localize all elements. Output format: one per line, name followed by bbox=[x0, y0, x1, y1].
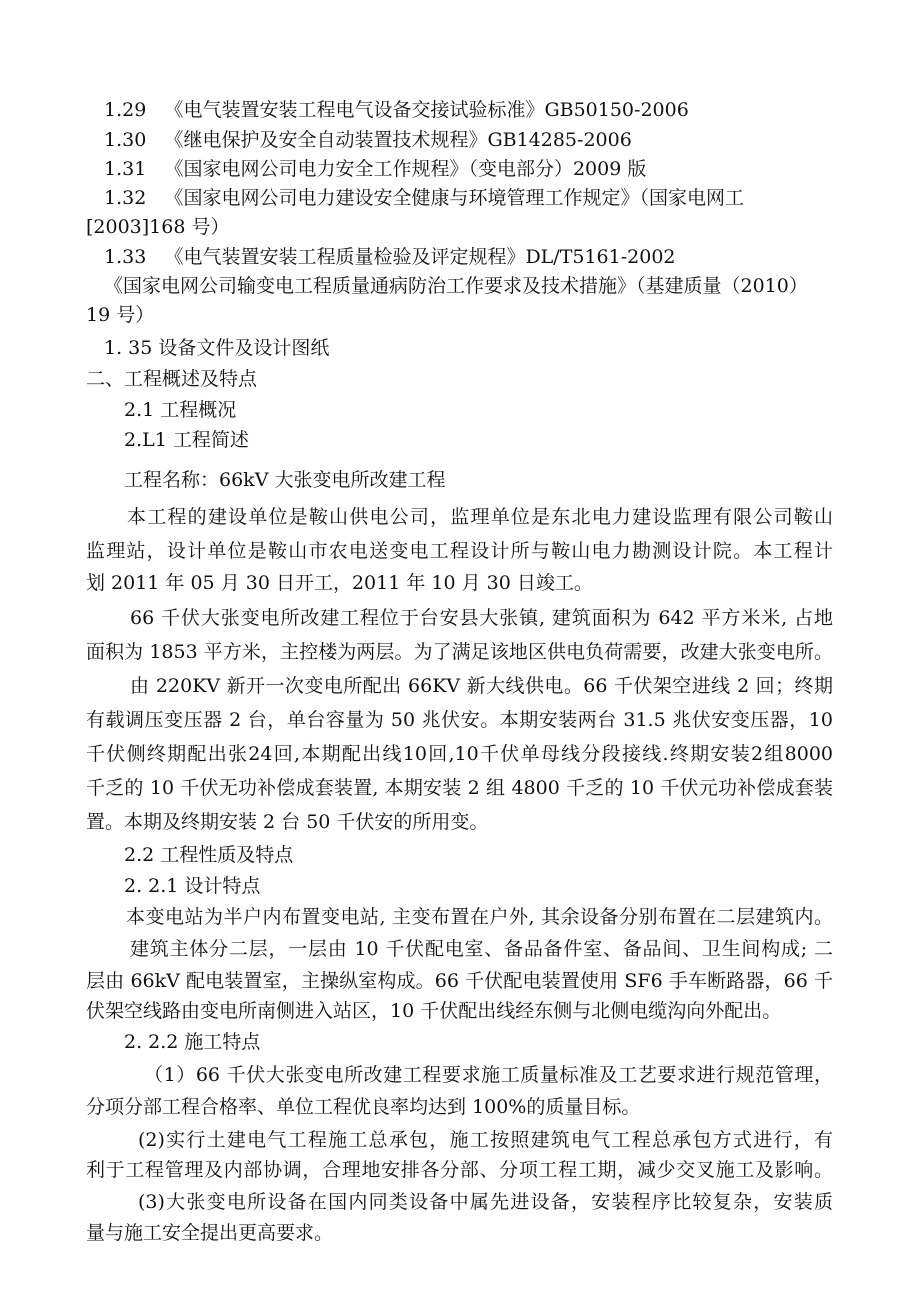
paragraph-line: 本工程的建设单位是鞍山供电公司，监理单位是东北电力建设监理有限公司鞍山 bbox=[127, 506, 833, 528]
reference-1-32-cont: [2003]168 号） bbox=[86, 216, 230, 238]
reference-1-30: 1.30 《继电保护及安全自动装置技术规程》GB14285-2006 bbox=[104, 129, 632, 151]
list-item: (2)实行土建电气工程施工总承包，施工按照建筑电气工程总承包方式进行，有 bbox=[138, 1129, 833, 1151]
subsection-heading: 2.L1 工程简述 bbox=[124, 429, 249, 451]
reference-1-32: 1.32 《国家电网公司电力建设安全健康与环境管理工作规定》（国家电网工 bbox=[104, 187, 744, 209]
paragraph-line: 有载调压变压器 2 台，单台容量为 50 兆伏安。本期安装两台 31.5 兆伏安变压器，10 bbox=[86, 709, 833, 731]
list-item-cont: 量与施工安全提出更高要求。 bbox=[86, 1222, 334, 1244]
subsection-heading: 2. 2.1 设计特点 bbox=[124, 875, 261, 897]
paragraph-line: 置。本期及终期安装 2 台 50 千伏安的所用变。 bbox=[86, 811, 489, 833]
project-name: 工程名称：66kV 大张变电所改建工程 bbox=[124, 469, 446, 491]
reference-1-31: 1.31 《国家电网公司电力安全工作规程》（变电部分）2009 版 bbox=[104, 158, 647, 180]
paragraph-line: 66 千伏大张变电所改建工程位于台安县大张镇, 建筑面积为 642 平方米米, 占地 bbox=[130, 607, 833, 629]
subsection-heading: 2. 2.2 施工特点 bbox=[124, 1031, 261, 1053]
list-item-cont: 利于工程管理及内部协调，合理地安排各分部、分项工程工期，减少交叉施工及影响。 bbox=[86, 1159, 833, 1181]
paragraph-line: 千乏的 10 千伏无功补偿成套装置, 本期安装 2 组 4800 千乏的 10 千伏元功补偿成套装 bbox=[86, 777, 833, 799]
subsection-heading: 2.2 工程性质及特点 bbox=[124, 844, 294, 866]
paragraph-line: 由 220KV 新开一次变电所配出 66KV 新大线供电。66 千伏架空进线 2 回；终期 bbox=[130, 675, 833, 697]
reference-1-35: 1. 35 设备文件及设计图纸 bbox=[104, 337, 330, 359]
paragraph-line: 本变电站为半户内布置变电站, 主变布置在户外, 其余设备分别布置在二层建筑内。 bbox=[126, 906, 833, 928]
reference-1-33: 1.33 《电气装置安装工程质量检验及评定规程》DL/T5161-2002 bbox=[104, 246, 676, 268]
list-item: (3)大张变电所设备在国内同类设备中属先进设备，安装程序比较复杂，安装质 bbox=[138, 1191, 833, 1213]
reference-1-34: 《国家电网公司输变电工程质量通病防治工作要求及技术措施》（基建质量（2010） bbox=[104, 275, 808, 297]
paragraph-line: 伏架空线路由变电所南侧进入站区，10 千伏配出线经东侧与北侧电缆沟向外配出。 bbox=[86, 1000, 782, 1022]
paragraph-line: 建筑主体分二层，一层由 10 千伏配电室、备品备件室、备品间、卫生间构成; 二 bbox=[130, 938, 833, 960]
reference-1-34-cont: 19 号） bbox=[86, 304, 155, 326]
subsection-heading: 2.1 工程概况 bbox=[124, 399, 237, 421]
reference-1-29: 1.29 《电气装置安装工程电气设备交接试验标准》GB50150-2006 bbox=[104, 99, 689, 121]
paragraph-line: 千伏侧终期配出张24回,本期配出线10回,10千伏单母线分段接线.终期安装2组8000 bbox=[86, 743, 833, 765]
paragraph-line: 监理站，设计单位是鞍山市农电送变电工程设计所与鞍山电力勘测设计院。本工程计 bbox=[86, 540, 833, 562]
section-heading: 二、工程概述及特点 bbox=[86, 368, 258, 390]
paragraph-line: 层由 66kV 配电装置室，主操纵室构成。66 千伏配电装置使用 SF6 手车断路器，66 千 bbox=[86, 970, 833, 992]
paragraph-line: 划 2011 年 05 月 30 日开工，2011 年 10 月 30 日竣工。 bbox=[86, 572, 593, 594]
paragraph-line: 面积为 1853 平方米，主控楼为两层。为了满足该地区供电负荷需要，改建大张变电所。 bbox=[86, 641, 833, 663]
list-item-cont: 分项分部工程合格率、单位工程优良率均达到 100%的质量目标。 bbox=[86, 1096, 641, 1118]
list-item: （1）66 千伏大张变电所改建工程要求施工质量标准及工艺要求进行规范管理， bbox=[144, 1064, 833, 1086]
